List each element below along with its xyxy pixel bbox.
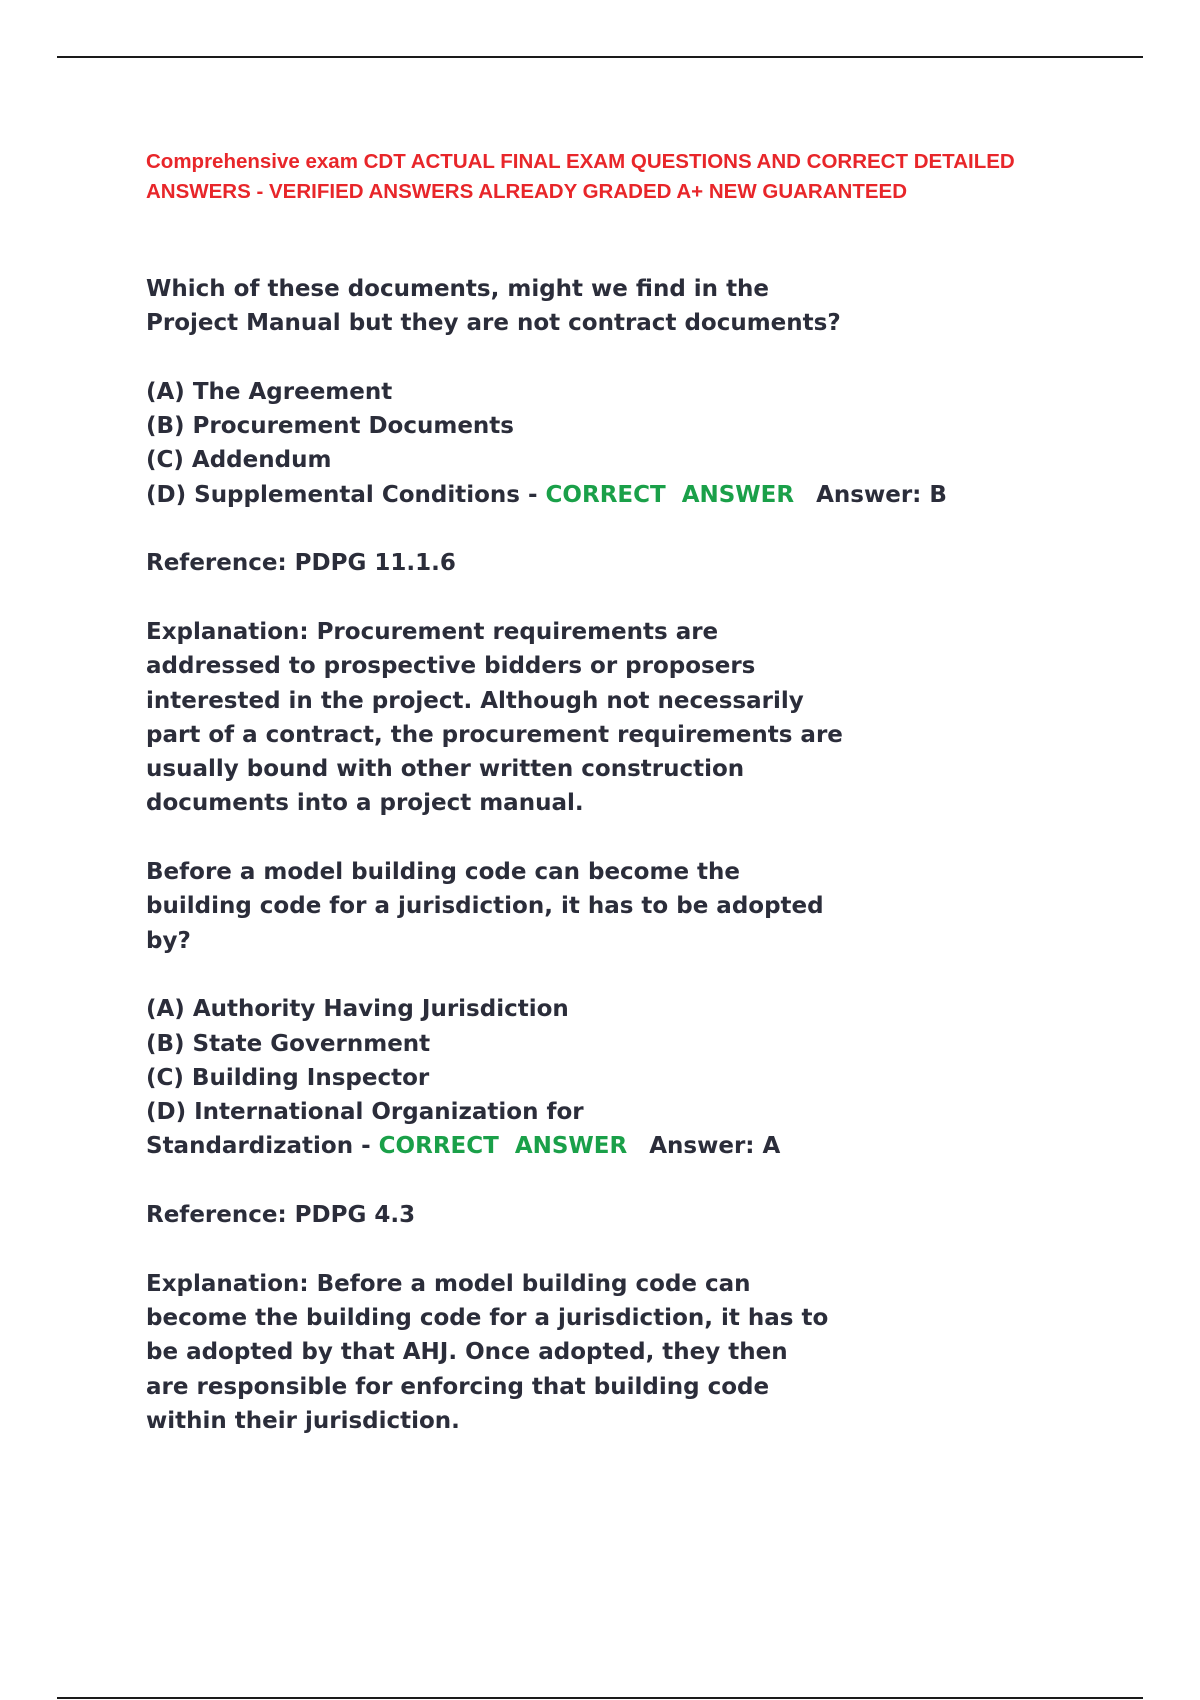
bottom-rule [57,1697,1143,1699]
question-text: Before a model building code can become the building code for a jurisdiction, it has to be adopted by? [146,859,824,954]
option-item: Standardization - [146,1133,371,1160]
option-item: (C) Addendum [146,447,332,474]
question-text: Which of these documents, might we find in the Project Manual but they are not contract documents? [146,276,841,337]
option-item: (D) Supplemental Conditions - [146,481,538,508]
explanation-text: Explanation: Procurement requirements are addressed to prospective bidders or proposers interested in the project. Although not necessarily part of a contract, the procurement requirements are usually bound with other written construction documents into a project manual. [146,618,843,817]
option-item: (A) The Agreement [146,378,393,405]
answer-value: Answer: A [649,1133,781,1160]
correct-answer-label: CORRECT ANSWER [545,481,795,508]
option-item: (C) Building Inspector [146,1064,430,1091]
option-answer-line [146,1129,1146,1163]
option-item: (B) State Government [146,1030,431,1057]
document-body [146,272,1146,1472]
reference-text: Reference: PDPG 4.3 [146,1202,416,1229]
option-answer-line [146,478,1146,512]
correct-answer-label: CORRECT ANSWER [378,1133,628,1160]
answer-value: Answer: B [816,481,947,508]
document-title: Comprehensive exam CDT ACTUAL FINAL EXAM QUESTIONS AND CORRECT DETAILED ANSWERS - VERIFIED ANSWERS ALREADY GRADED A+ NEW GUARANTEED [146,150,1015,203]
option-item: (D) International Organization for [146,1099,584,1126]
option-item: (B) Procurement Documents [146,413,514,440]
option-item: (A) Authority Having Jurisdiction [146,996,569,1023]
options-list [146,992,1146,1163]
reference-text: Reference: PDPG 11.1.6 [146,550,456,577]
top-rule [57,56,1143,58]
options-list [146,375,1146,512]
explanation-text: Explanation: Before a model building code can become the building code for a jurisdiction, it has to be adopted by that AHJ. Once adopted, they then are responsible for enforcing that building code within their jurisdiction. [146,1270,829,1434]
